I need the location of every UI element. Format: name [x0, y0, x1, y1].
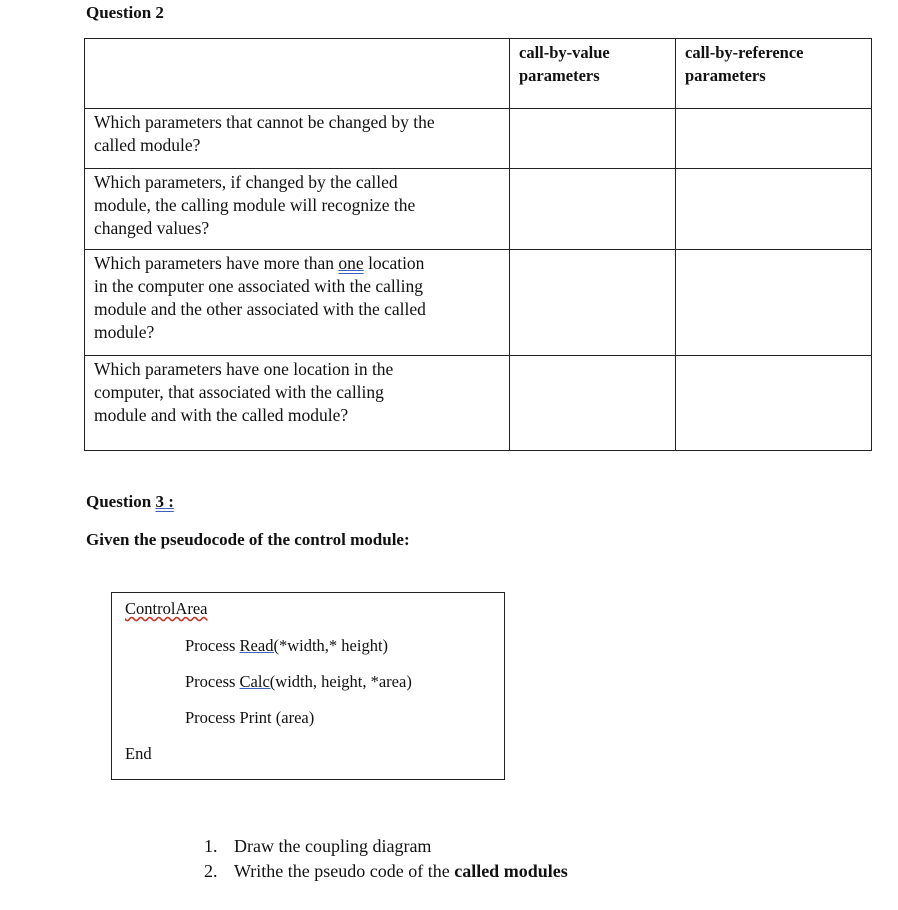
table-row [85, 356, 872, 451]
question-text [94, 252, 439, 344]
reference-answer-cell[interactable] [676, 109, 872, 169]
pseudocode-keyword: Process [185, 672, 240, 691]
question-cell [85, 169, 510, 250]
value-answer-cell[interactable] [510, 356, 676, 451]
table-row [85, 109, 872, 169]
reference-answer-cell[interactable] [676, 250, 872, 356]
header-blank-cell [85, 39, 510, 109]
question-3-heading [86, 492, 174, 512]
question-cell [85, 250, 510, 356]
task-text: Draw the coupling diagram [234, 836, 432, 856]
table-row [85, 169, 872, 250]
pseudocode-title: ControlArea [125, 599, 208, 618]
task-number: 2. [204, 861, 218, 881]
question-2-heading: Question 2 [86, 3, 164, 22]
pseudocode-box [111, 592, 505, 780]
question-text-end: location in the computer one associated with the calling module and the other associated with the called module? [94, 253, 426, 342]
question-cell [85, 109, 510, 169]
pseudocode-call-calc: Calc( [239, 672, 276, 691]
list-item [204, 859, 568, 884]
reference-answer-cell[interactable] [676, 356, 872, 451]
table-header-row [85, 39, 872, 109]
pseudocode-keyword: Process [185, 636, 240, 655]
question-text-start: Which parameters have more than [94, 253, 339, 273]
pseudocode-call-read: Read( [239, 636, 279, 655]
reference-answer-cell[interactable] [676, 169, 872, 250]
header-call-by-reference: call-by-reference parameters [676, 39, 872, 109]
header-call-by-value: call-by-value parameters [510, 39, 676, 109]
pseudocode-end: End [125, 744, 152, 763]
question-text: Which parameters have one location in the computer, that associated with the calling module and with the called module? [94, 359, 394, 425]
underlined-word: one [338, 253, 364, 273]
pseudocode-args: *width,* height) [278, 636, 389, 655]
question-3-heading-number: 3 : [155, 492, 174, 511]
value-answer-cell[interactable] [510, 109, 676, 169]
question-3-heading-prefix: Question [86, 492, 156, 511]
table-row [85, 250, 872, 356]
pseudocode-line-read [185, 636, 388, 656]
task-text-bold: called modules [454, 861, 568, 881]
pseudocode-args: width, height, *area) [275, 672, 412, 691]
question-cell [85, 356, 510, 451]
list-item [204, 834, 568, 859]
task-number: 1. [204, 836, 218, 856]
question-text: Which parameters, if changed by the called module, the calling module will recognize the changed values? [94, 172, 416, 238]
question-text: Which parameters that cannot be changed by the called module? [94, 112, 435, 155]
question-3-intro: Given the pseudocode of the control module: [86, 530, 410, 549]
value-answer-cell[interactable] [510, 169, 676, 250]
task-list [204, 834, 568, 884]
parameter-table [84, 38, 872, 451]
pseudocode-line-print: Process Print (area) [185, 708, 315, 727]
value-answer-cell[interactable] [510, 250, 676, 356]
pseudocode-line-calc [185, 672, 412, 692]
task-text: Writhe the pseudo code of the [234, 861, 455, 881]
